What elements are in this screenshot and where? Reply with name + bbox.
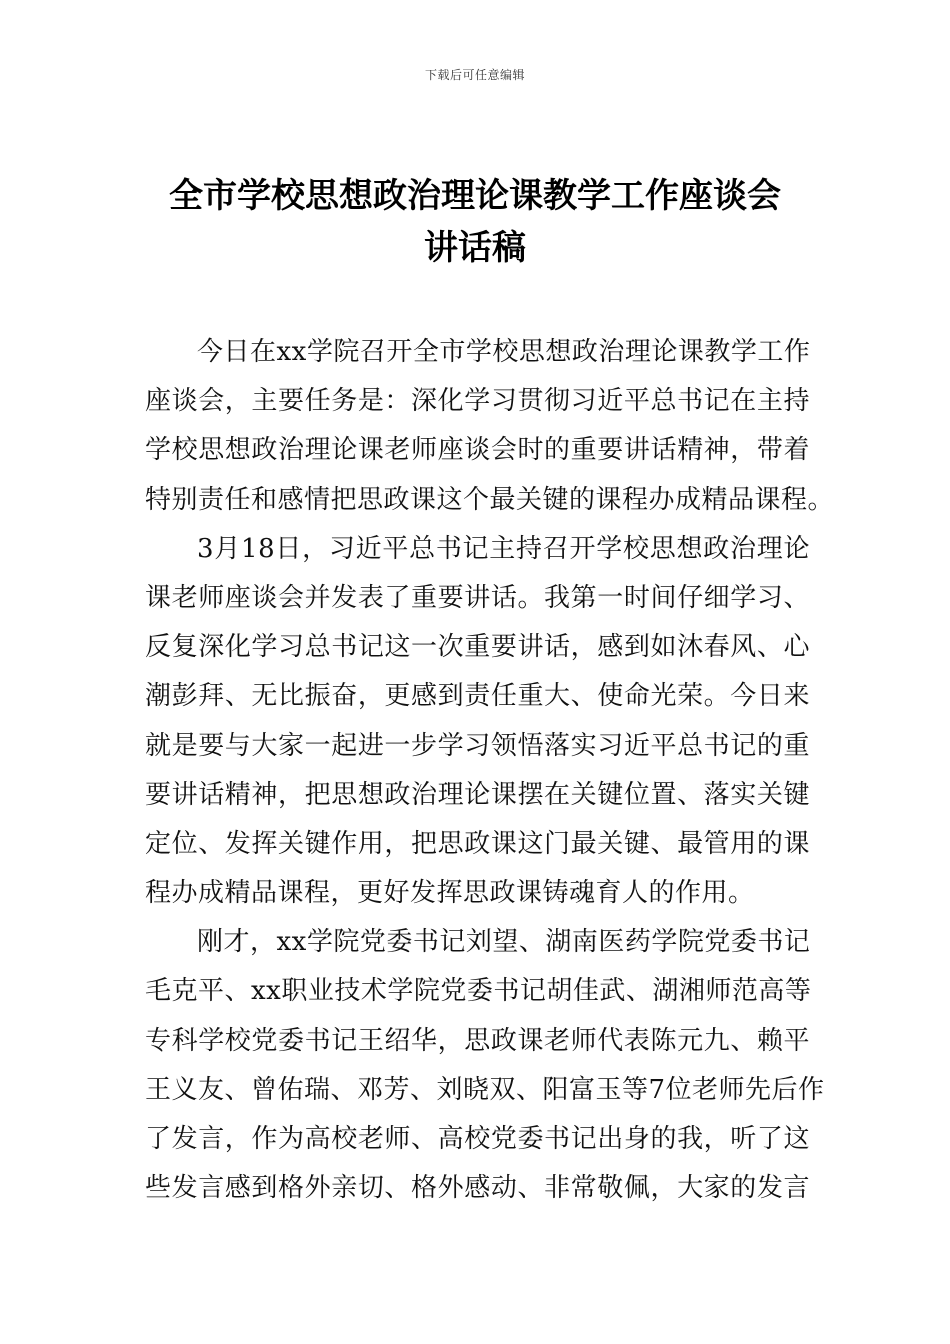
header-note: 下载后可任意编辑: [424, 68, 525, 82]
paragraph-line: 潮彭拜、无比振奋，更感到责任重大、使命光荣。今日来: [145, 681, 810, 712]
title-line: 讲话稿: [424, 228, 526, 268]
paragraph-line: 毛克平、xx职业技术学院党委书记胡佳武、湖湘师范高等: [145, 976, 812, 1007]
paragraph-line: 今日在xx学院召开全市学校思想政治理论课教学工作: [197, 337, 811, 367]
paragraph-line: 课老师座谈会并发表了重要讲话。我第一时间仔细学习、: [145, 582, 810, 613]
paragraph-line: 专科学校党委书记王绍华，思政课老师代表陈元九、赖平: [145, 1025, 810, 1056]
document-title: [130, 170, 820, 274]
paragraph-line: 要讲话精神，把思想政治理论课摆在关键位置、落实关键: [145, 779, 810, 810]
paragraph-line: 些发言感到格外亲切、格外感动、非常敬佩，大家的发言: [145, 1173, 810, 1204]
title-line: 全市学校思想政治理论课教学工作座谈会: [169, 176, 781, 216]
paragraph-line: 王义友、曾佑瑞、邓芳、刘晓双、阳富玉等7位老师先后作: [145, 1074, 825, 1105]
paragraph-line: 反复深化学习总书记这一次重要讲话，感到如沐春风、心: [145, 632, 810, 663]
paragraph-line: 就是要与大家一起进一步学习领悟落实习近平总书记的重: [145, 730, 810, 761]
paragraph-line: 刚才，xx学院党委书记刘望、湖南医药学院党委书记: [197, 927, 811, 958]
paragraph-line: 定位、发挥关键作用，把思政课这门最关键、最管用的课: [145, 828, 810, 859]
paragraph-line: 程办成精品课程，更好发挥思政课铸魂育人的作用。: [145, 878, 755, 909]
paragraph-line: 了发言，作为高校老师、高校党委书记出身的我，听了这: [145, 1124, 810, 1154]
paragraph-line: 学校思想政治理论课老师座谈会时的重要讲话精神，带着: [145, 435, 810, 466]
paragraph-line: 座谈会，主要任务是：深化学习贯彻习近平总书记在主持: [145, 386, 810, 417]
paragraph-line: 3月18日，习近平总书记主持召开学校思想政治理论: [197, 533, 810, 564]
paragraph-line: 特别责任和感情把思政课这个最关键的课程办成精品课程。: [145, 484, 835, 515]
document-body: [145, 328, 835, 1213]
